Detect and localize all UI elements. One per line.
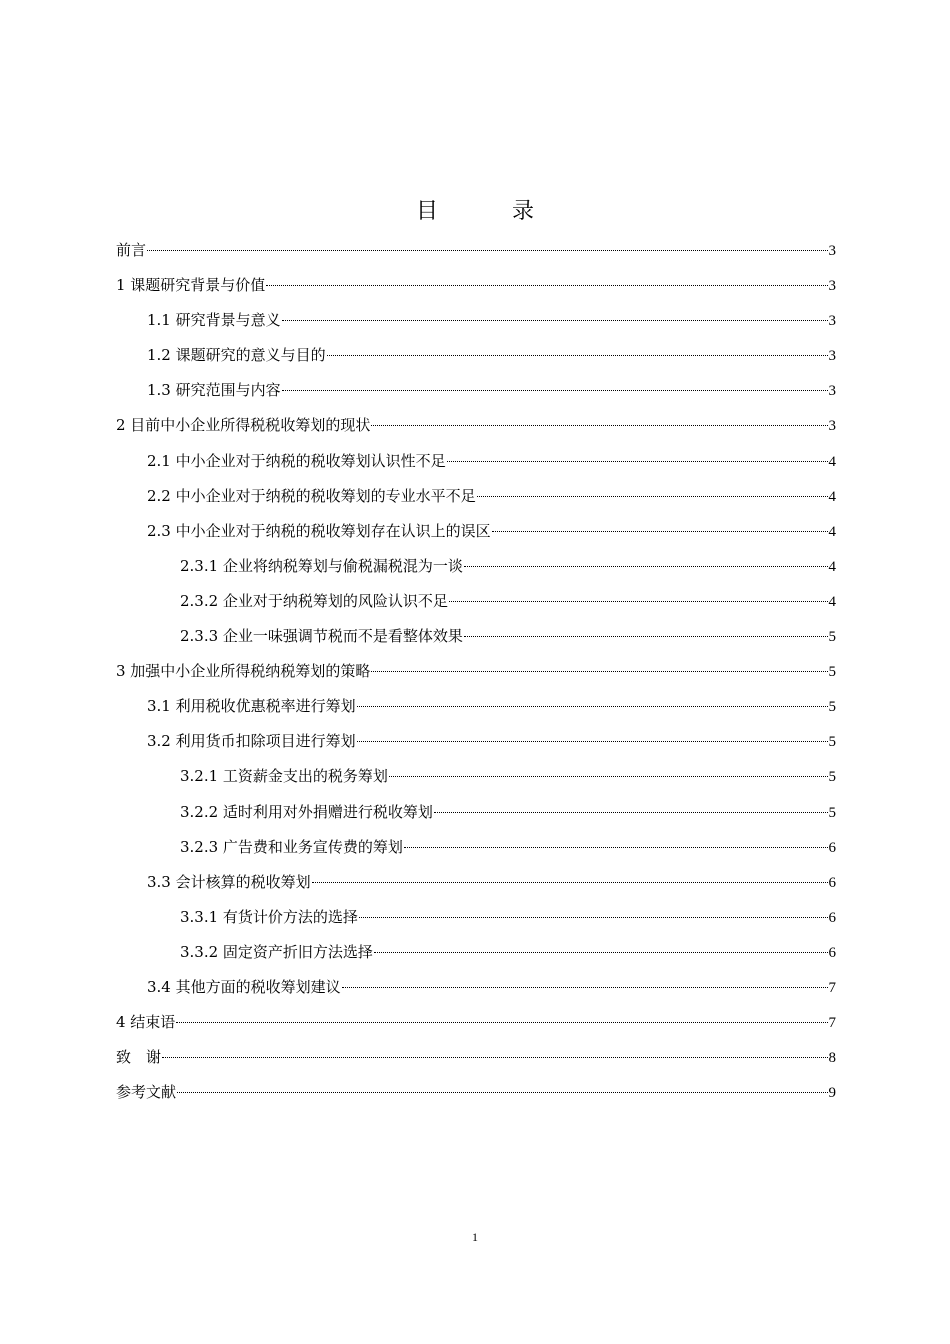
- toc-entry-page: 3: [828, 418, 836, 435]
- toc-title: 目 录: [415, 199, 560, 224]
- toc-entry[interactable]: [116, 378, 836, 413]
- toc-entry-label: 3.3 会计核算的税收筹划: [147, 872, 311, 891]
- toc-entry[interactable]: [116, 554, 836, 589]
- toc-entry[interactable]: [116, 940, 836, 975]
- toc-entry-page: 7: [828, 1015, 836, 1032]
- toc-entry-label: 2.3.1 企业将纳税筹划与偷税漏税混为一谈: [180, 556, 463, 575]
- toc-entry[interactable]: [116, 905, 836, 940]
- toc-entry-page: 3: [828, 278, 836, 295]
- toc-entry[interactable]: [116, 519, 836, 554]
- toc-entry-page: 8: [828, 1050, 836, 1067]
- toc-entry-label: 参考文献: [116, 1083, 177, 1102]
- toc-entry-label: 1 课题研究背景与价值: [116, 276, 266, 295]
- toc-entry[interactable]: [116, 1045, 836, 1080]
- toc-dot-leader: [342, 987, 828, 988]
- toc-entry-label: 3 加强中小企业所得税纳税筹划的策略: [116, 662, 371, 681]
- toc-entry-label: 1.1 研究背景与意义: [147, 311, 281, 330]
- toc-entry[interactable]: [116, 589, 836, 624]
- toc-entry-label: 1.2 课题研究的意义与目的: [147, 346, 326, 365]
- toc-entry-page: 5: [828, 629, 836, 646]
- toc-entry[interactable]: [116, 413, 836, 448]
- toc-dot-leader: [389, 776, 828, 777]
- toc-entry-page: 4: [828, 488, 836, 505]
- toc-entry[interactable]: [116, 343, 836, 378]
- toc-entry-page: 5: [828, 664, 836, 681]
- toc-entry[interactable]: [116, 729, 836, 764]
- toc-dot-leader: [464, 566, 828, 567]
- toc-dot-leader: [374, 952, 828, 953]
- toc-entry-label: 2 目前中小企业所得税税收筹划的现状: [116, 416, 371, 435]
- toc-dot-leader: [477, 496, 828, 497]
- toc-dot-leader: [447, 461, 828, 462]
- toc-entry[interactable]: [116, 694, 836, 729]
- toc-dot-leader: [282, 390, 828, 391]
- toc-entry[interactable]: [116, 975, 836, 1010]
- toc-entry-page: 5: [828, 734, 836, 751]
- toc-entry-label: 3.3.1 有货计价方法的选择: [180, 907, 358, 926]
- toc-entry-label: 2.3.3 企业一味强调节税而不是看整体效果: [180, 627, 463, 646]
- toc-entry-label: 3.3.2 固定资产折旧方法选择: [180, 942, 373, 961]
- toc-entry-page: 6: [828, 839, 836, 856]
- toc-dot-leader: [404, 847, 828, 848]
- toc-dot-leader: [177, 1092, 827, 1093]
- toc-dot-leader: [357, 741, 828, 742]
- toc-dot-leader: [359, 917, 828, 918]
- toc-entry-label: 3.4 其他方面的税收筹划建议: [147, 977, 341, 996]
- toc-dot-leader: [176, 1022, 827, 1023]
- toc-list: [116, 238, 836, 1115]
- toc-entry-label: 致 谢: [116, 1048, 162, 1067]
- toc-entry-label: 4 结束语: [116, 1013, 176, 1032]
- toc-entry-label: 3.2.1 工资薪金支出的税务筹划: [180, 767, 388, 786]
- toc-entry-page: 5: [828, 804, 836, 821]
- toc-entry-page: 4: [828, 593, 836, 610]
- toc-entry-page: 6: [828, 874, 836, 891]
- toc-entry-page: 6: [828, 909, 836, 926]
- toc-dot-leader: [162, 1057, 827, 1058]
- toc-entry[interactable]: [116, 1080, 836, 1115]
- toc-entry-page: 3: [828, 243, 836, 259]
- toc-dot-leader: [312, 882, 828, 883]
- toc-entry-label: 前言: [116, 241, 147, 259]
- toc-entry[interactable]: [116, 659, 836, 694]
- toc-entry-label: 3.1 利用税收优惠税率进行筹划: [147, 697, 356, 716]
- toc-entry[interactable]: [116, 273, 836, 308]
- toc-entry-page: 4: [828, 558, 836, 575]
- toc-entry[interactable]: [116, 800, 836, 835]
- toc-entry-page: 6: [828, 944, 836, 961]
- toc-entry-page: 4: [828, 453, 836, 470]
- toc-dot-leader: [327, 355, 828, 356]
- toc-dot-leader: [434, 812, 828, 813]
- toc-dot-leader: [357, 706, 828, 707]
- toc-entry-page: 9: [828, 1085, 836, 1102]
- toc-entry-label: 3.2 利用货币扣除项目进行筹划: [147, 732, 356, 751]
- toc-dot-leader: [464, 636, 828, 637]
- toc-entry[interactable]: [116, 449, 836, 484]
- toc-entry-page: 5: [828, 769, 836, 786]
- toc-entry-page: 3: [828, 313, 836, 330]
- toc-entry[interactable]: [116, 238, 836, 273]
- toc-dot-leader: [371, 671, 827, 672]
- toc-entry-label: 1.3 研究范围与内容: [147, 381, 281, 400]
- toc-dot-leader: [371, 425, 827, 426]
- toc-entry-page: 5: [828, 699, 836, 716]
- toc-entry[interactable]: [116, 308, 836, 343]
- toc-entry-label: 2.3 中小企业对于纳税的税收筹划存在认识上的误区: [147, 521, 491, 540]
- toc-entry-label: 3.2.3 广告费和业务宣传费的筹划: [180, 837, 403, 856]
- toc-dot-leader: [266, 285, 827, 286]
- toc-entry-label: 3.2.2 适时利用对外捐赠进行税收筹划: [180, 802, 433, 821]
- toc-entry-label: 2.1 中小企业对于纳税的税收筹划认识性不足: [147, 451, 446, 470]
- toc-dot-leader: [449, 601, 828, 602]
- toc-dot-leader: [282, 320, 828, 321]
- toc-entry-page: 7: [828, 979, 836, 996]
- toc-entry[interactable]: [116, 624, 836, 659]
- toc-entry[interactable]: [116, 835, 836, 870]
- toc-entry[interactable]: [116, 1010, 836, 1045]
- toc-entry-page: 3: [828, 383, 836, 400]
- toc-entry-page: 4: [828, 523, 836, 540]
- page-number: 1: [472, 1230, 478, 1244]
- toc-dot-leader: [492, 531, 828, 532]
- toc-entry[interactable]: [116, 870, 836, 905]
- toc-dot-leader: [147, 250, 827, 251]
- toc-entry[interactable]: [116, 764, 836, 799]
- toc-entry-label: 2.2 中小企业对于纳税的税收筹划的专业水平不足: [147, 486, 476, 505]
- toc-entry[interactable]: [116, 484, 836, 519]
- toc-entry-label: 2.3.2 企业对于纳税筹划的风险认识不足: [180, 591, 448, 610]
- toc-entry-page: 3: [828, 348, 836, 365]
